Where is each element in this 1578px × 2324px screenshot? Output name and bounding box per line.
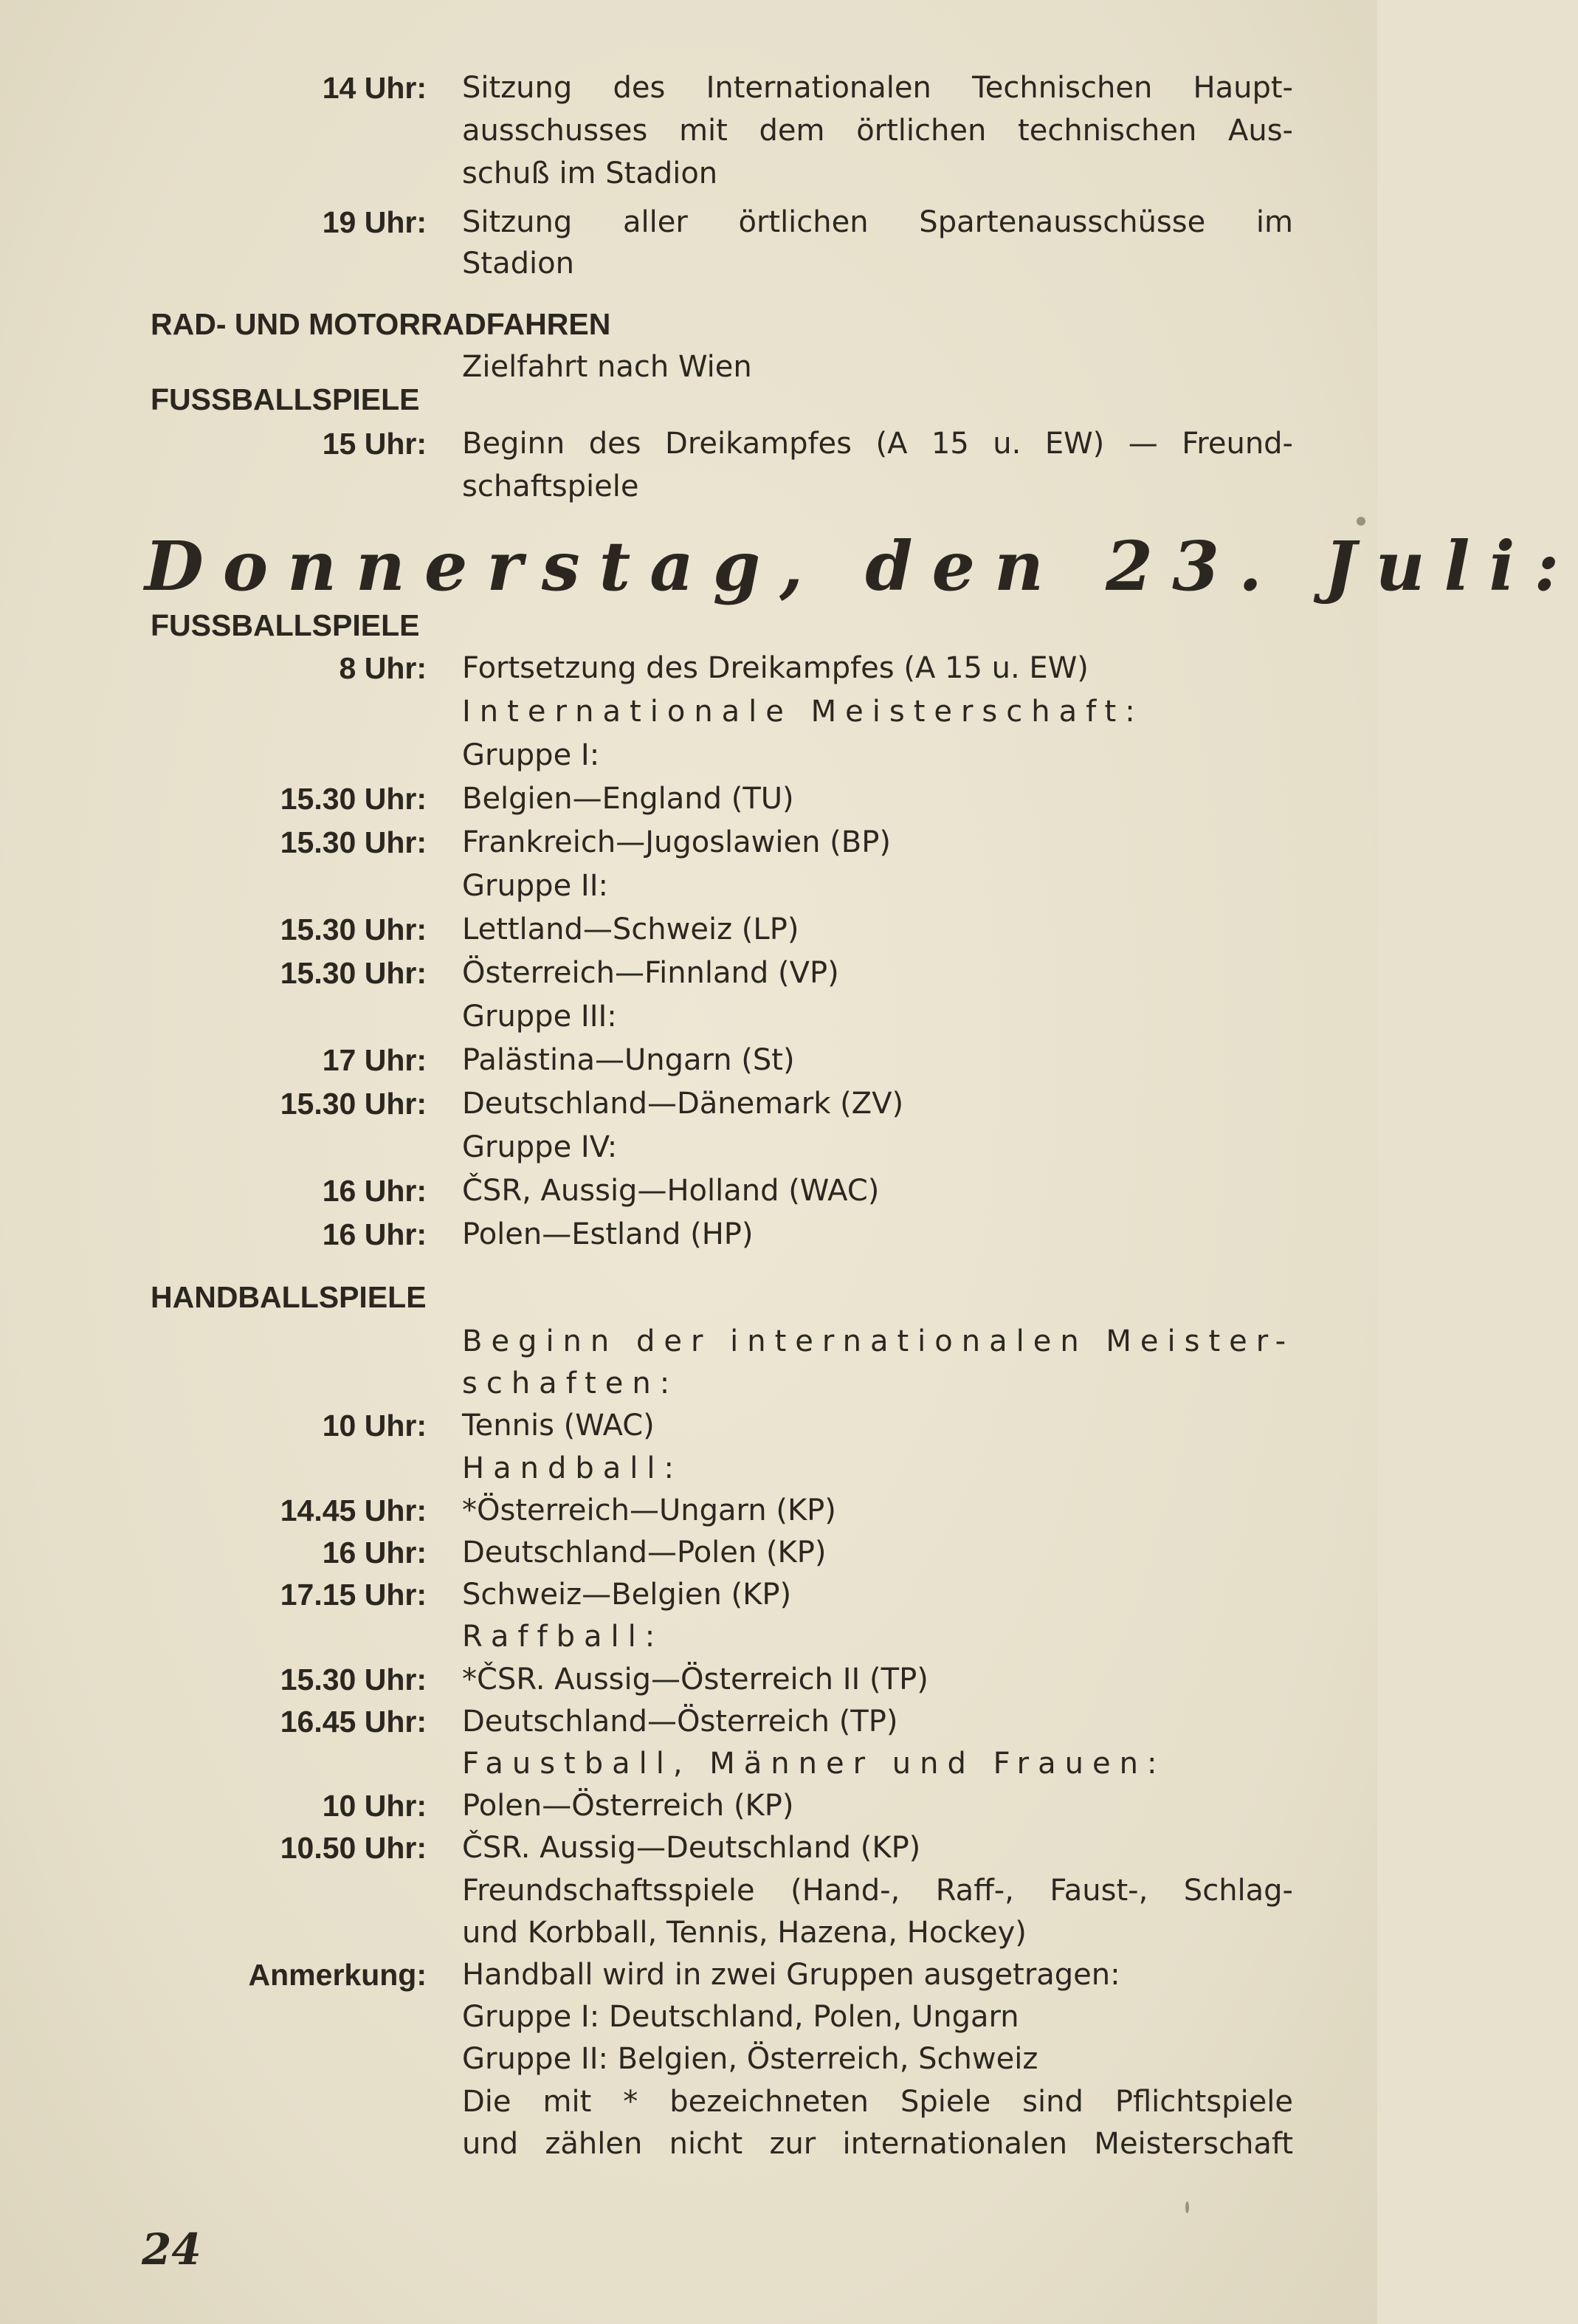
entry-text: Deutschland—Österreich (TP) bbox=[462, 1704, 898, 1739]
schedule-row bbox=[0, 465, 1377, 508]
schedule-row bbox=[0, 1742, 1377, 1785]
schedule-row bbox=[0, 864, 1377, 907]
entry-text: Belgien—England (TU) bbox=[462, 782, 794, 816]
entry-text: schaften: bbox=[462, 1366, 679, 1401]
schedule-row bbox=[0, 242, 1377, 285]
schedule-row bbox=[0, 1573, 1377, 1616]
paper-speck bbox=[1185, 2201, 1189, 2213]
schedule-row bbox=[0, 1615, 1377, 1658]
time-label: 19 Uhr: bbox=[322, 205, 427, 239]
entry-text: Stadion bbox=[462, 247, 574, 281]
schedule-row bbox=[0, 908, 1377, 951]
entry-text: Gruppe III: bbox=[462, 1000, 617, 1034]
schedule-row bbox=[0, 777, 1377, 820]
entry-text: Polen—Österreich (KP) bbox=[462, 1789, 794, 1823]
entry-text: Freundschaftsspiele (Hand-, Raff-, Faust-, Schlag- bbox=[462, 1873, 1293, 1908]
time-label: 15.30 Uhr: bbox=[280, 825, 427, 859]
entry-text: und zählen nicht zur internationalen Meisterschaft bbox=[462, 2126, 1293, 2161]
entry-text: Gruppe I: Deutschland, Polen, Ungarn bbox=[462, 2000, 1019, 2035]
schedule-row bbox=[0, 2122, 1377, 2165]
schedule-row bbox=[0, 1082, 1377, 1125]
schedule-row bbox=[0, 1700, 1377, 1743]
entry-text: Polen—Estland (HP) bbox=[462, 1217, 754, 1251]
entry-text: ausschusses mit dem örtlichen technischen Aus- bbox=[462, 114, 1293, 148]
entry-text: schuß im Stadion bbox=[462, 157, 718, 190]
schedule-row bbox=[0, 152, 1377, 195]
schedule-row bbox=[0, 1126, 1377, 1169]
schedule-row bbox=[0, 1531, 1377, 1574]
entry-text: Sitzung des Internationalen Technischen Haupt- bbox=[462, 71, 1293, 105]
schedule-row bbox=[0, 1784, 1377, 1827]
time-label: 14 Uhr: bbox=[322, 71, 427, 105]
time-label: 10 Uhr: bbox=[322, 1409, 427, 1443]
schedule-row bbox=[0, 647, 1377, 690]
entry-text: schaftspiele bbox=[462, 470, 639, 503]
entry-text: Gruppe II: Belgien, Österreich, Schweiz bbox=[462, 2042, 1038, 2077]
section-heading-fussball: FUSSBALLSPIELE bbox=[151, 382, 420, 416]
entry-text: ČSR, Aussig—Holland (WAC) bbox=[462, 1174, 880, 1208]
schedule-row bbox=[0, 734, 1377, 777]
schedule-row bbox=[0, 1169, 1377, 1212]
entry-text: Deutschland—Polen (KP) bbox=[462, 1536, 827, 1570]
entry-text: *Österreich—Ungarn (KP) bbox=[462, 1493, 836, 1527]
entry-text: Faustball, Männer und Frauen: bbox=[462, 1747, 1166, 1781]
schedule-row bbox=[0, 2080, 1377, 2123]
section-heading-fussball-2: FUSSBALLSPIELE bbox=[151, 608, 420, 642]
section-heading-handball: HANDBALLSPIELE bbox=[151, 1280, 427, 1314]
time-label: 15.30 Uhr: bbox=[280, 1087, 427, 1121]
entry-text: Handball: bbox=[462, 1451, 683, 1485]
time-label: 15.30 Uhr: bbox=[280, 956, 427, 990]
page-number: 24 bbox=[142, 2224, 201, 2275]
paper-speck bbox=[1357, 517, 1365, 526]
time-label: 17.15 Uhr: bbox=[280, 1578, 427, 1612]
entry-text: Frankreich—Jugoslawien (BP) bbox=[462, 825, 891, 859]
time-label: 15.30 Uhr: bbox=[280, 912, 427, 946]
schedule-row bbox=[0, 109, 1377, 152]
entry-text: Beginn des Dreikampfes (A 15 u. EW) — Freund- bbox=[462, 427, 1293, 461]
schedule-row bbox=[0, 1995, 1377, 2038]
entry-text: Österreich—Finnland (VP) bbox=[462, 956, 839, 990]
entry-text: *ČSR. Aussig—Österreich II (TP) bbox=[462, 1662, 928, 1696]
time-label: 15 Uhr: bbox=[322, 427, 427, 461]
schedule-row bbox=[0, 1869, 1377, 1912]
schedule-row bbox=[0, 1404, 1377, 1447]
time-label: 14.45 Uhr: bbox=[280, 1493, 427, 1527]
time-label: 8 Uhr: bbox=[339, 651, 427, 685]
schedule-row bbox=[0, 952, 1377, 994]
entry-text: Internationale Meisterschaft: bbox=[462, 695, 1144, 729]
entry-text: Sitzung aller örtlichen Spartenausschüsse im bbox=[462, 205, 1293, 239]
entry-text: Raffball: bbox=[462, 1620, 664, 1654]
schedule-row bbox=[0, 1447, 1377, 1490]
entry-text: Palästina—Ungarn (St) bbox=[462, 1043, 795, 1077]
schedule-row bbox=[0, 1039, 1377, 1082]
section-heading-rad: RAD- UND MOTORRADFAHREN bbox=[151, 307, 611, 341]
schedule-row bbox=[0, 995, 1377, 1038]
entry-text: Deutschland—Dänemark (ZV) bbox=[462, 1087, 904, 1121]
entry-text: Gruppe I: bbox=[462, 738, 600, 772]
entry-text: Die mit * bezeichneten Spiele sind Pflichtspiele bbox=[462, 2084, 1293, 2119]
schedule-row bbox=[0, 1826, 1377, 1869]
entry-text: und Korbball, Tennis, Hazena, Hockey) bbox=[462, 1915, 1027, 1950]
schedule-row bbox=[0, 66, 1377, 109]
time-label: 16 Uhr: bbox=[322, 1217, 427, 1251]
entry-text: Beginn der internationalen Meister- bbox=[462, 1324, 1295, 1358]
entry-text: Gruppe IV: bbox=[462, 1130, 618, 1164]
time-label: 10.50 Uhr: bbox=[280, 1831, 427, 1866]
time-label: 15.30 Uhr: bbox=[280, 782, 427, 816]
time-label: 17 Uhr: bbox=[322, 1043, 427, 1077]
time-label: 16.45 Uhr: bbox=[280, 1704, 427, 1739]
entry-text: Schweiz—Belgien (KP) bbox=[462, 1578, 792, 1612]
schedule-row bbox=[0, 1911, 1377, 1954]
time-label: 15.30 Uhr: bbox=[280, 1662, 427, 1696]
schedule-row bbox=[0, 821, 1377, 864]
time-label: 16 Uhr: bbox=[322, 1174, 427, 1208]
schedule-row bbox=[0, 1362, 1377, 1405]
entry-text: Fortsetzung des Dreikampfes (A 15 u. EW) bbox=[462, 651, 1089, 685]
time-label: 10 Uhr: bbox=[322, 1789, 427, 1823]
schedule-row bbox=[0, 1658, 1377, 1701]
time-label: 16 Uhr: bbox=[322, 1536, 427, 1570]
schedule-row bbox=[0, 201, 1377, 244]
schedule-row bbox=[0, 2038, 1377, 2080]
entry-text: Zielfahrt nach Wien bbox=[462, 350, 752, 384]
schedule-row bbox=[0, 690, 1377, 733]
entry-text: Tennis (WAC) bbox=[462, 1409, 655, 1443]
schedule-row bbox=[0, 1213, 1377, 1256]
schedule-row bbox=[0, 1489, 1377, 1532]
schedule-row bbox=[0, 1320, 1377, 1363]
schedule-row bbox=[0, 1953, 1377, 1996]
day-heading: Donnerstag, den 23. Juli: bbox=[145, 526, 1578, 606]
entry-text: ČSR. Aussig—Deutschland (KP) bbox=[462, 1831, 921, 1866]
schedule-row bbox=[0, 422, 1377, 465]
entry-text: Handball wird in zwei Gruppen ausgetragen: bbox=[462, 1958, 1120, 1992]
entry-text: Gruppe II: bbox=[462, 869, 608, 903]
time-label: Anmerkung: bbox=[248, 1958, 427, 1992]
entry-text: Lettland—Schweiz (LP) bbox=[462, 912, 799, 946]
